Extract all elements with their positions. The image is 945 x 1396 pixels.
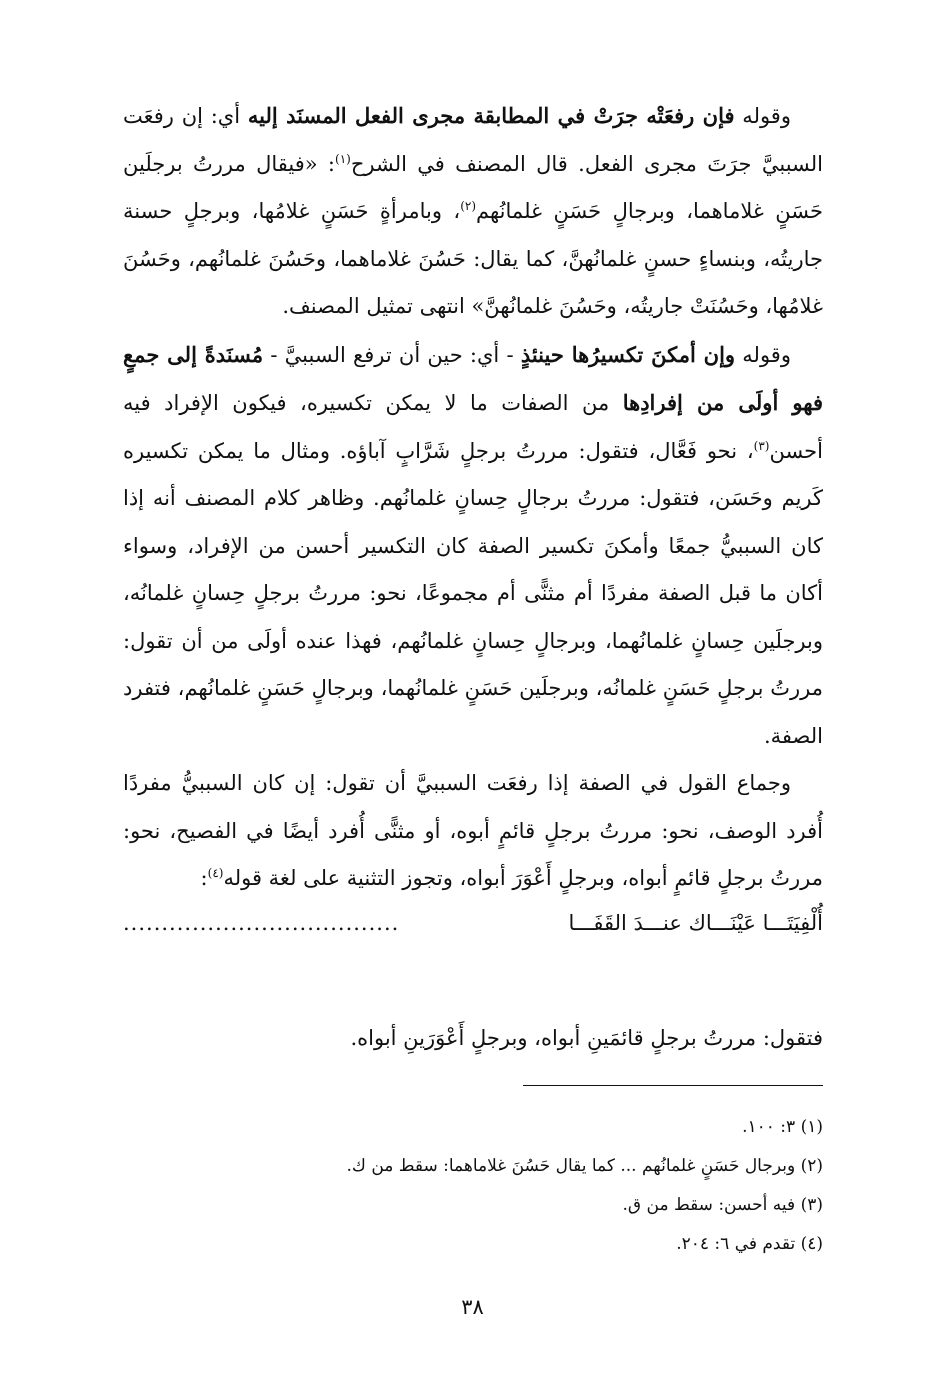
text-run: ، وبامرأةٍ حَسَنٍ غلامُها، وبرجلٍ حسنة جاريتُه، وبنساءٍ حسنٍ غلمانُهنَّ، كما يقال: حَسُنَ غلاماهما، وحَسُنَ غلمانُهم، وحَسُنَ غلامُها، وحَسُنَتْ جاريتُه، وحَسُنَ غلمانُهنَّ» انتهى تمثيل المصنف. — [123, 199, 823, 318]
text-run: : — [200, 866, 208, 890]
text-run: ، نحو فَعَّال، فتقول: مررتُ برجلٍ شَرَّابٍ آباؤه. ومثال ما يمكن تكسيره كَريم وحَسَن، فتقول: مررتُ برجالٍ حِسانٍ غلمانُهم. وظاهر كلام المصنف أنه إذا كان السببيُّ جمعًا وأمكنَ تكسير الصفة كان التكسير أحسن من الإفراد، وسواء أكان ما قبل الصفة مفردًا أم مثنًّى أم مجموعًا، نحو: مررتُ برجلٍ حِسانٍ غلمانُه، وبرجلَين حِسانٍ غلمانُهما، وبرجالٍ حِسانٍ غلمانُهم، فهذا عنده أولَى من أن تقول: مررتُ برجلٍ حَسَنٍ غلمانُه، وبرجلَين حَسَنٍ غلمانُهما، وبرجالٍ حَسَنٍ غلمانُهم، فتفرد الصفة. — [123, 438, 823, 748]
paragraph-3 — [123, 760, 823, 903]
text-run: - أي: حين أن ترفع السببيَّ - — [263, 342, 521, 367]
verse-ellipsis: .................................... — [123, 910, 400, 935]
verse-hemistich: أُلْفِيَتَـــا عَيْنَـــاك عنـــدَ القَفَـــا — [568, 910, 823, 935]
footnote-divider — [523, 1085, 823, 1086]
paragraph-1 — [123, 92, 823, 331]
closing-line: فتقول: مررتُ برجلٍ قائمَينِ أبواه، وبرجلٍ أَعْوَرَينِ أبواه. — [350, 1026, 823, 1050]
footnote-4: (٤) تقدم في ٦: ٢٠٤. — [676, 1234, 823, 1254]
footnote-ref: (١) — [335, 151, 351, 166]
main-text — [123, 92, 823, 943]
quoted-text-bold: وإن أمكنَ تكسيرُها حينئذٍ — [520, 341, 736, 367]
footnote-ref: (٢) — [460, 199, 477, 213]
footnote-2: (٢) وبرجال حَسَنٍ غلمانُهم ... كما يقال حَسُنَ غلاماهما: سقط من ك. — [346, 1156, 823, 1176]
paragraph-2 — [123, 331, 823, 761]
footnote-3: (٣) فيه أحسن: سقط من ق. — [622, 1195, 823, 1215]
verse-line — [123, 903, 823, 943]
quoted-text-bold: مُسنَدةً إلى جمعٍ فهو أولَى من إفرادِها — [123, 341, 823, 415]
quoted-text-bold: فإن رفعَتْه جرَتْ في المطابقة مجرى الفعل المسنَد إليه — [247, 103, 735, 128]
footnotes — [123, 1108, 823, 1264]
footnote-ref: (٤) — [207, 866, 224, 880]
page-number: ٣٨ — [461, 1295, 484, 1319]
footnote-ref: (٣) — [753, 438, 770, 453]
text-run: : «فيقال مررتُ برجلَين حَسَنٍ غلاماهما، وبرجالٍ حَسَنٍ غلمانُهم — [123, 151, 823, 223]
footnote-1: (١) ٣: ١٠٠. — [742, 1117, 823, 1137]
text-run: أي: إن رفعَت السببيَّ جرَتَ مجرى الفعل. قال المصنف في الشرح — [123, 104, 823, 176]
text-run: وقوله — [734, 104, 791, 128]
text-run: وجماع القول في الصفة إذا رفعَت السببيَّ أن تقول: إن كان السببيُّ مفردًا أُفرد الوصف، نحو: مررتُ برجلٍ قائمٍ أبوه، أو مثنًّى أُفرد أيضًا في الفصيح، نحو: مررتُ برجلٍ قائمٍ أبواه، وبرجلٍ أَعْوَرَ أبواه، وتجوز التثنية على لغة قوله — [123, 771, 823, 890]
text-run: من الصفات ما لا يمكن تكسيره، فيكون الإفراد فيه أحسن — [123, 391, 823, 463]
text-run: وقوله — [735, 342, 791, 367]
